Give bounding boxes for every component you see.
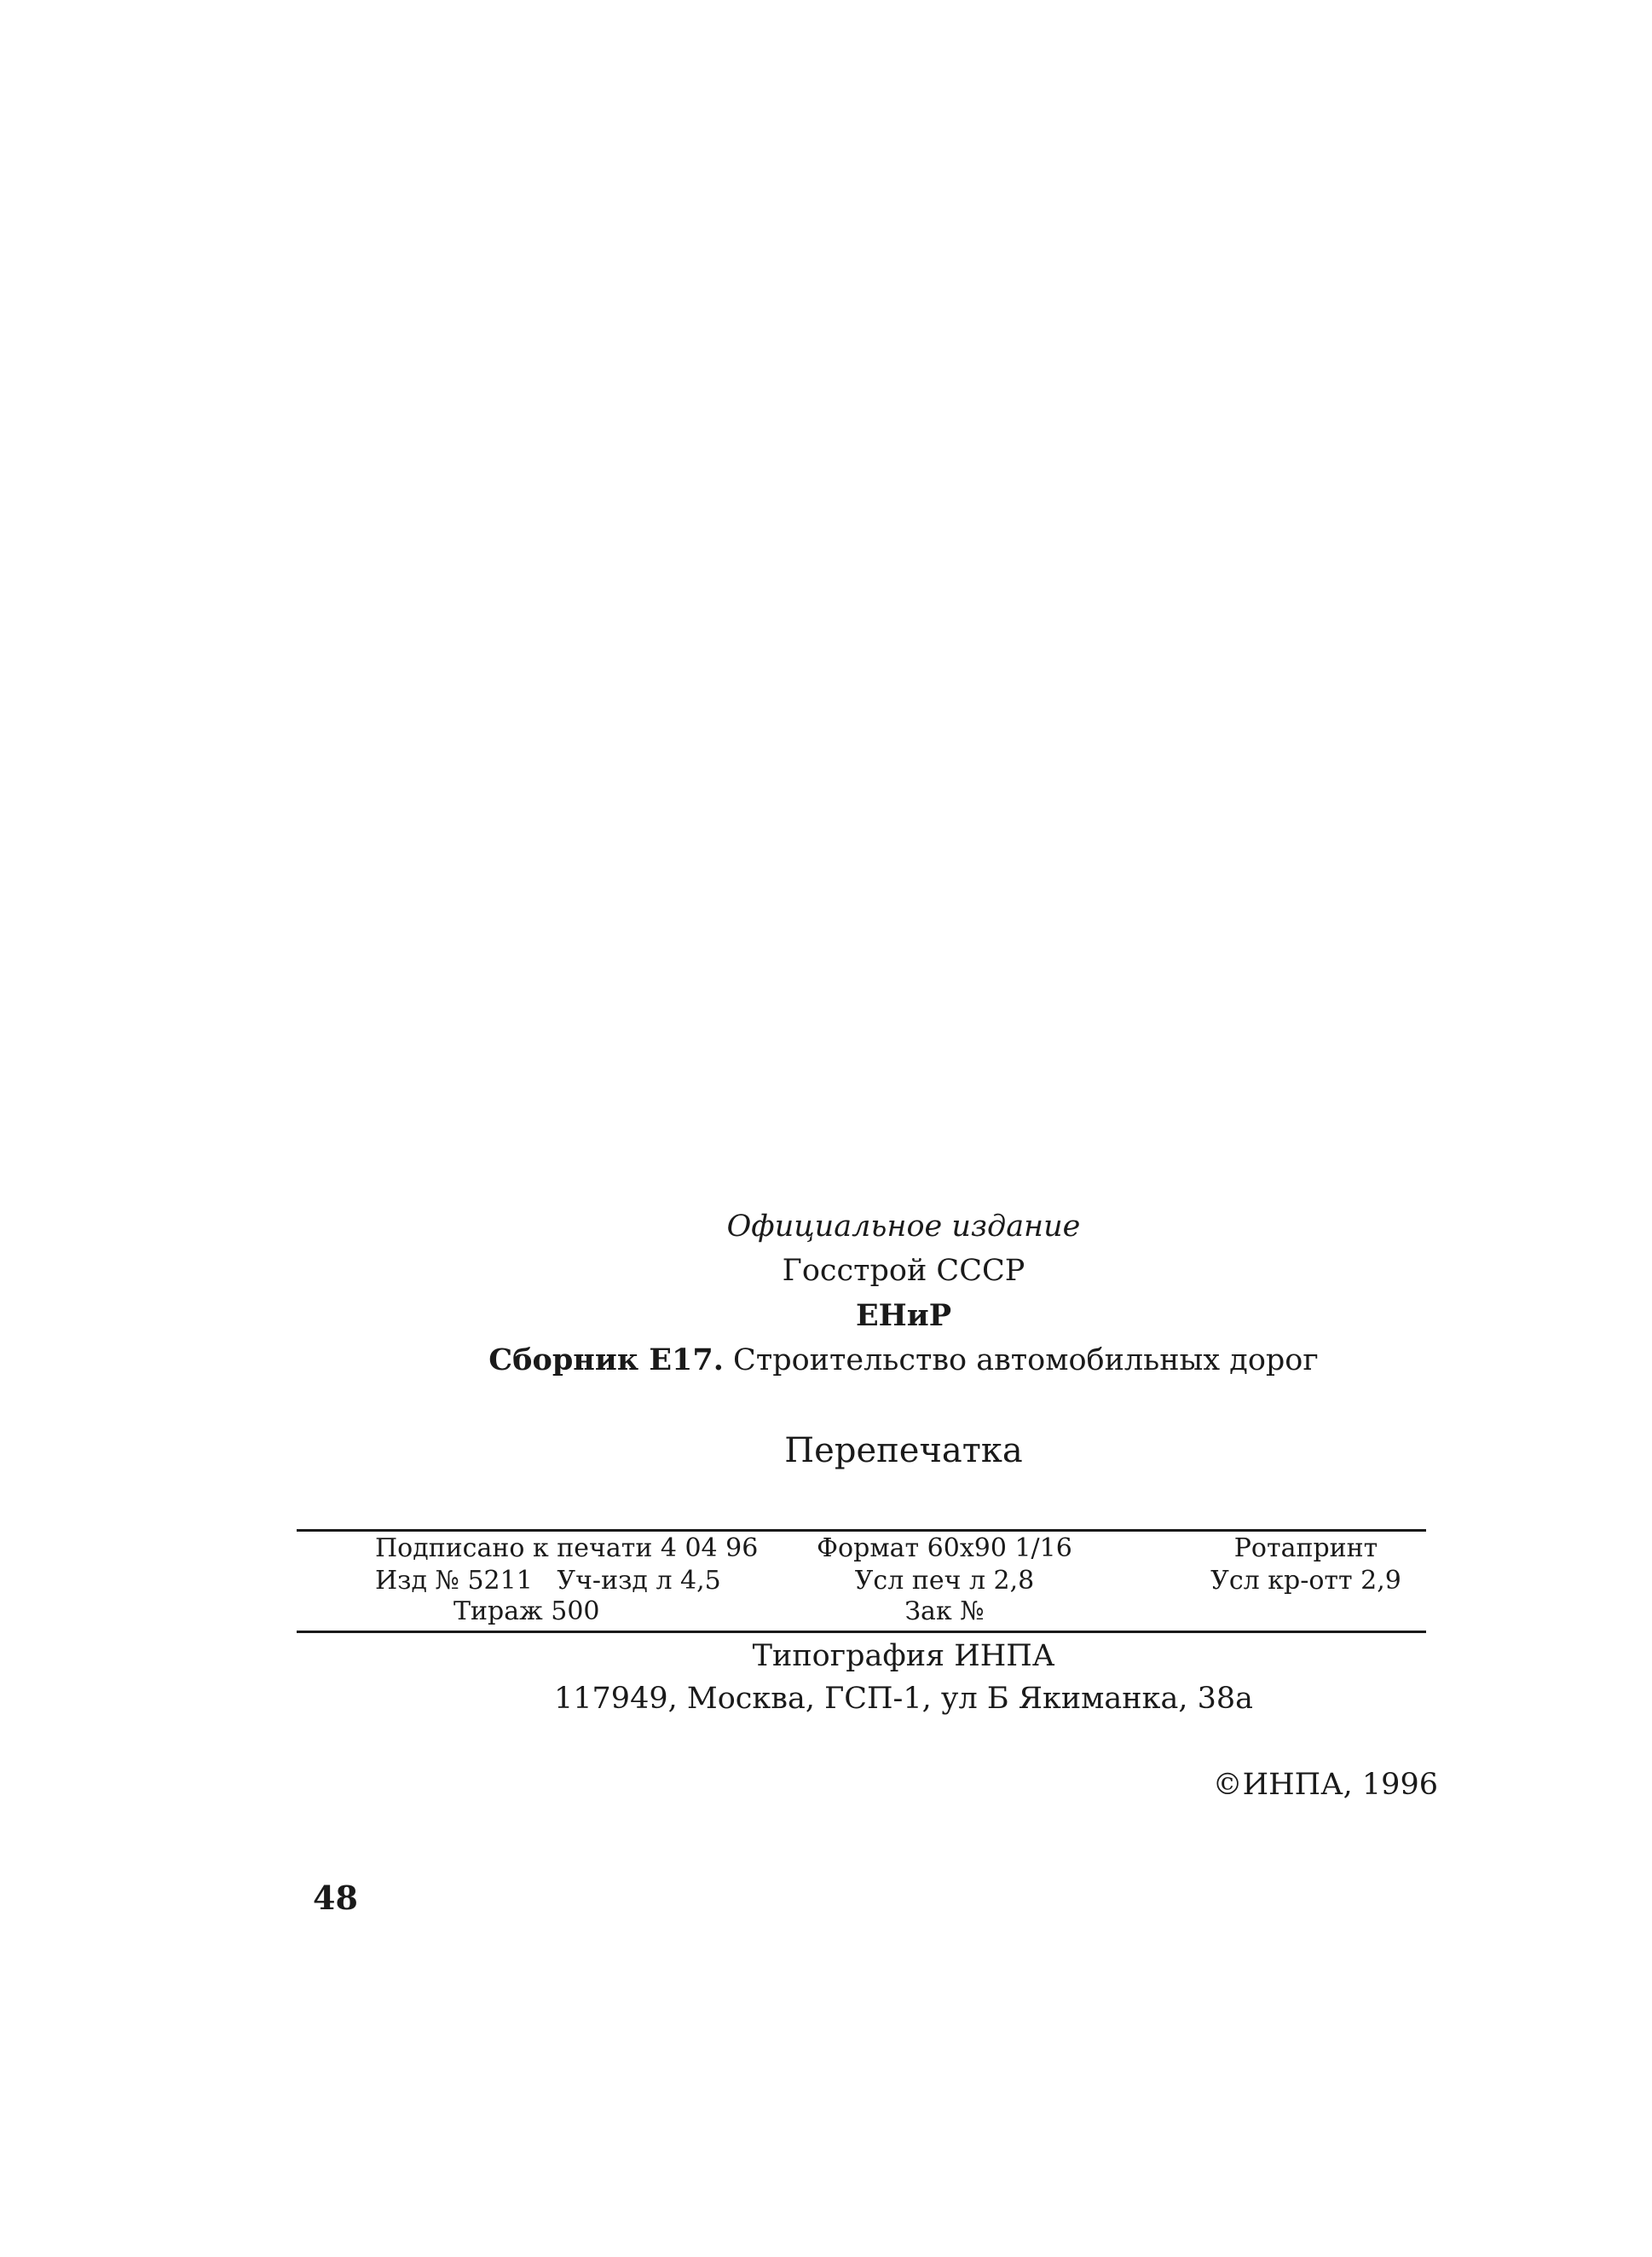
imprint-top-rule	[297, 1529, 1426, 1532]
order-number: Зак №	[904, 1596, 985, 1626]
series-title: ЕНиР	[855, 1298, 952, 1333]
publisher-sheets: Уч-изд л 4,5	[557, 1566, 721, 1596]
publication-number	[375, 1568, 721, 1594]
print-method: Ротапринт	[1233, 1533, 1378, 1563]
paper-format: Формат 60х90 1/16	[817, 1533, 1072, 1563]
collection-title	[488, 1342, 1319, 1377]
issuer: Госстрой СССР	[782, 1254, 1025, 1288]
print-sheets: Усл печ л 2,8	[854, 1566, 1035, 1596]
printer-address: 117949, Москва, ГСП-1, ул Б Якиманка, 38а	[554, 1682, 1253, 1716]
color-prints: Усл кр-отт 2,9	[1210, 1566, 1401, 1596]
edition-type: Официальное издание	[726, 1209, 1081, 1244]
reprint-label: Перепечатка	[784, 1431, 1023, 1470]
page-number: 48	[313, 1879, 358, 1917]
printer-name: Типография ИНПА	[752, 1639, 1055, 1673]
circulation: Тираж 500	[453, 1596, 600, 1626]
collection-number: Сборник Е17.	[488, 1342, 724, 1377]
imprint-bottom-rule	[297, 1631, 1426, 1633]
signed-for-print: Подписано к печати 4 04 96	[375, 1533, 759, 1563]
publication-number-value: Изд № 5211	[375, 1566, 533, 1596]
copyright: ©ИНПА, 1996	[1212, 1768, 1438, 1802]
collection-name: Строительство автомобильных дорог	[733, 1343, 1319, 1377]
